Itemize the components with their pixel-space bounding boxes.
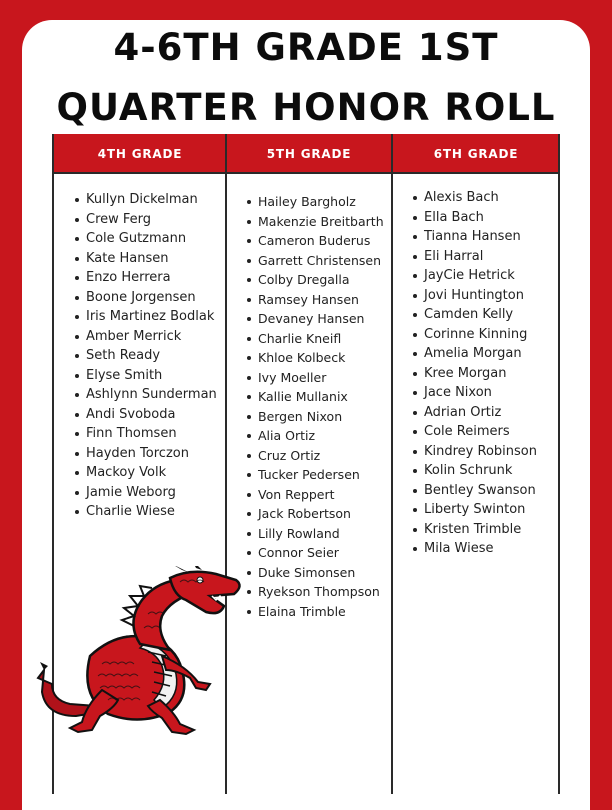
list-item: Alia Ortiz [242,426,390,446]
list-item: Ivy Moeller [242,368,390,388]
list-item: Jack Robertson [242,504,390,524]
list-item: Khloe Kolbeck [242,348,390,368]
page-title-line-2: QUARTER HONOR ROLL [56,86,556,129]
list-item: Ryekson Thompson [242,582,390,602]
list-item: Amelia Morgan [408,344,558,364]
list-item: Jovi Huntington [408,286,558,306]
list-item: Kristen Trimble [408,520,558,540]
list-item: Cole Gutzmann [70,229,220,249]
list-item: Von Reppert [242,485,390,505]
list-item: Ella Bach [408,208,558,228]
list-item: Garrett Christensen [242,251,390,271]
name-list-5th-grade [242,192,390,621]
list-item: Enzo Herrera [70,268,220,288]
list-item: Charlie Kneifl [242,329,390,349]
list-item: Boone Jorgensen [70,288,220,308]
column-header-5th-grade: 5TH GRADE [266,147,352,161]
list-item: Adrian Ortiz [408,403,558,423]
name-list-4th-grade [70,190,220,522]
list-item: Mila Wiese [408,539,558,559]
list-item: Kullyn Dickelman [70,190,220,210]
list-item: Kolin Schrunk [408,461,558,481]
list-item: Andi Svoboda [70,405,220,425]
list-item: Kree Morgan [408,364,558,384]
list-item: Lilly Rowland [242,524,390,544]
list-item: Makenzie Breitbarth [242,212,390,232]
list-item: Corinne Kinning [408,325,558,345]
list-item: Connor Seier [242,543,390,563]
list-item: Tianna Hansen [408,227,558,247]
list-item: Ashlynn Sunderman [70,385,220,405]
dragon-icon [30,566,250,738]
list-item: Kindrey Robinson [408,442,558,462]
page-title-line-1: 4-6TH GRADE 1ST [113,26,499,69]
list-item: Crew Ferg [70,210,220,230]
list-item: Hailey Bargholz [242,192,390,212]
list-item: Duke Simonsen [242,563,390,583]
list-item: Iris Martinez Bodlak [70,307,220,327]
list-item: Jamie Weborg [70,483,220,503]
list-item: Liberty Swinton [408,500,558,520]
name-list-6th-grade [408,188,558,559]
list-item: Camden Kelly [408,305,558,325]
list-item: Kallie Mullanix [242,387,390,407]
column-header-6th-grade: 6TH GRADE [433,147,519,161]
list-item: Mackoy Volk [70,463,220,483]
list-item: Elyse Smith [70,366,220,386]
list-item: Cole Reimers [408,422,558,442]
list-item: Seth Ready [70,346,220,366]
list-item: Elaina Trimble [242,602,390,622]
list-item: Eli Harral [408,247,558,267]
list-item: Jace Nixon [408,383,558,403]
list-item: JayCie Hetrick [408,266,558,286]
list-item: Ramsey Hansen [242,290,390,310]
list-item: Amber Merrick [70,327,220,347]
list-item: Devaney Hansen [242,309,390,329]
column-header-4th-grade: 4TH GRADE [97,147,183,161]
list-item: Cameron Buderus [242,231,390,251]
list-item: Tucker Pedersen [242,465,390,485]
list-item: Bentley Swanson [408,481,558,501]
list-item: Cruz Ortiz [242,446,390,466]
list-item: Alexis Bach [408,188,558,208]
list-item: Kate Hansen [70,249,220,269]
list-item: Hayden Torczon [70,444,220,464]
list-item: Finn Thomsen [70,424,220,444]
list-item: Charlie Wiese [70,502,220,522]
column-divider [391,134,393,794]
table-header-row [54,134,558,174]
list-item: Colby Dregalla [242,270,390,290]
list-item: Bergen Nixon [242,407,390,427]
